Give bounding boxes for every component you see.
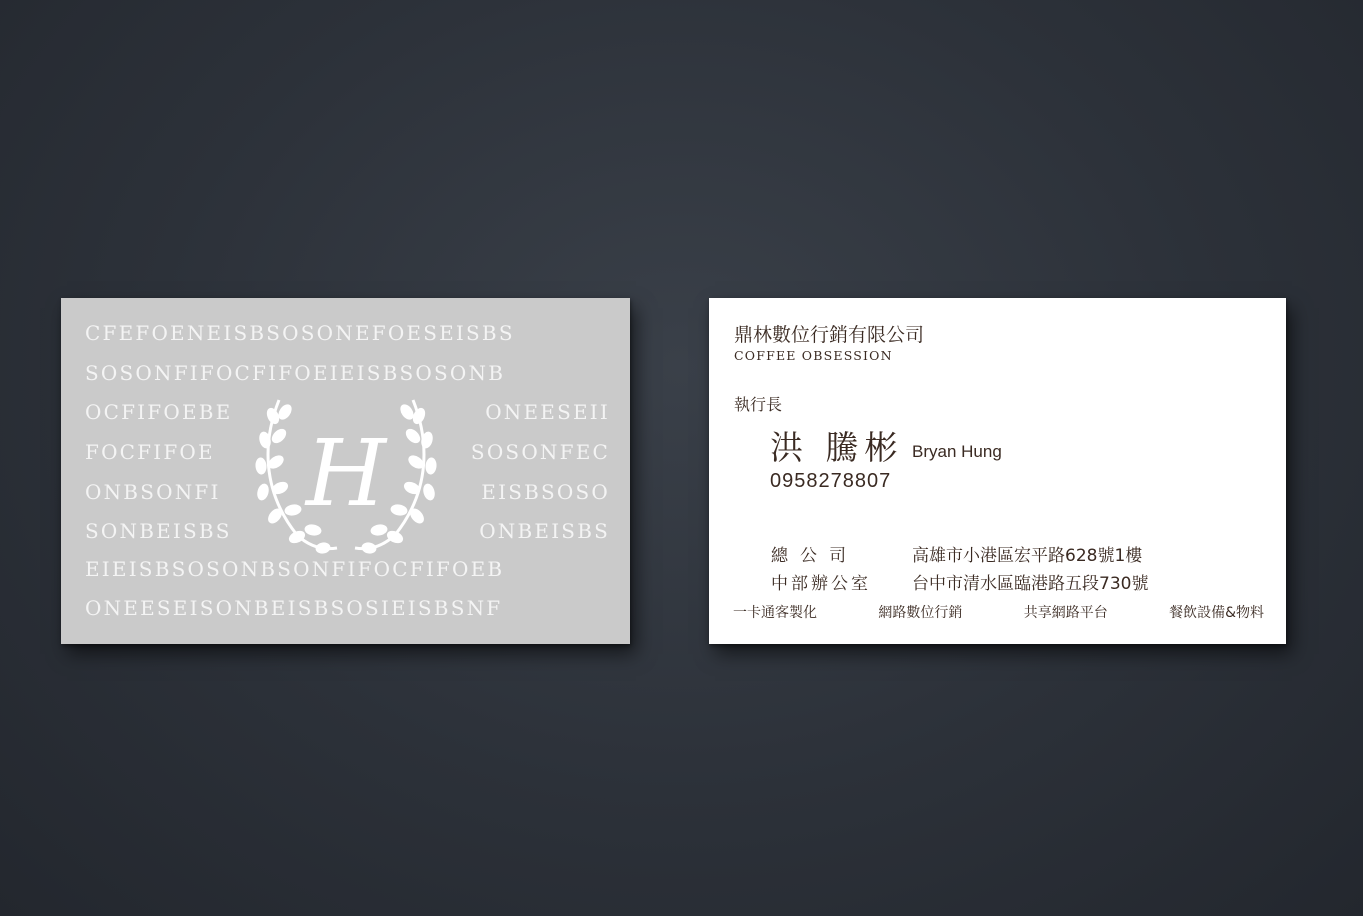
office-label: 中部辦公室 xyxy=(771,574,871,594)
letter-pattern-row: ONBSONFI EISBSOSO xyxy=(85,480,610,504)
business-card-front xyxy=(709,298,1286,644)
phone-number: 0958278807 xyxy=(770,470,892,492)
office-address: 台中市清水區臨港路五段730號 xyxy=(912,574,1149,594)
letter-pattern-row: EIEISBSOSONBSONFIFOCFIFOEB xyxy=(85,557,505,581)
hq-address: 高雄市小港區宏平路628號1樓 xyxy=(912,546,1143,566)
business-card-back xyxy=(61,298,630,644)
monogram-letter: H xyxy=(305,420,387,527)
service-item: 餐飲設備&物料 xyxy=(1169,605,1264,621)
job-title: 執行長 xyxy=(734,395,783,414)
letter-pattern-row: FOCFIFOE SOSONFEC xyxy=(85,440,610,464)
letter-pattern-row: CFEFOENEISBSOSONEFOESEISBS xyxy=(85,321,515,345)
company-name: 鼎林數位行銷有限公司 xyxy=(734,324,925,346)
service-item: 一卡通客製化 xyxy=(733,605,817,621)
person-name: 洪 騰彬 xyxy=(770,428,904,467)
letter-pattern-row: SONBEISBS ONBEISBS xyxy=(85,519,610,543)
hq-label: 總公司 xyxy=(771,546,858,566)
letter-pattern-row: SOSONFIFOCFIFOEIEISBSOSONB xyxy=(85,361,506,385)
brand-name: COFFEE OBSESSION xyxy=(734,348,893,363)
service-item: 共享網路平台 xyxy=(1023,605,1108,621)
person-english-name: Bryan Hung xyxy=(912,442,1002,461)
services-list xyxy=(733,602,1264,622)
service-item: 網路數位行銷 xyxy=(878,605,963,621)
letter-pattern-row: ONEESEISONBEISBSOSIEISBSNF xyxy=(85,596,503,620)
laurel-monogram-emblem xyxy=(253,390,439,558)
letter-pattern-row: OCFIFOEBE ONEESEII xyxy=(85,400,610,424)
